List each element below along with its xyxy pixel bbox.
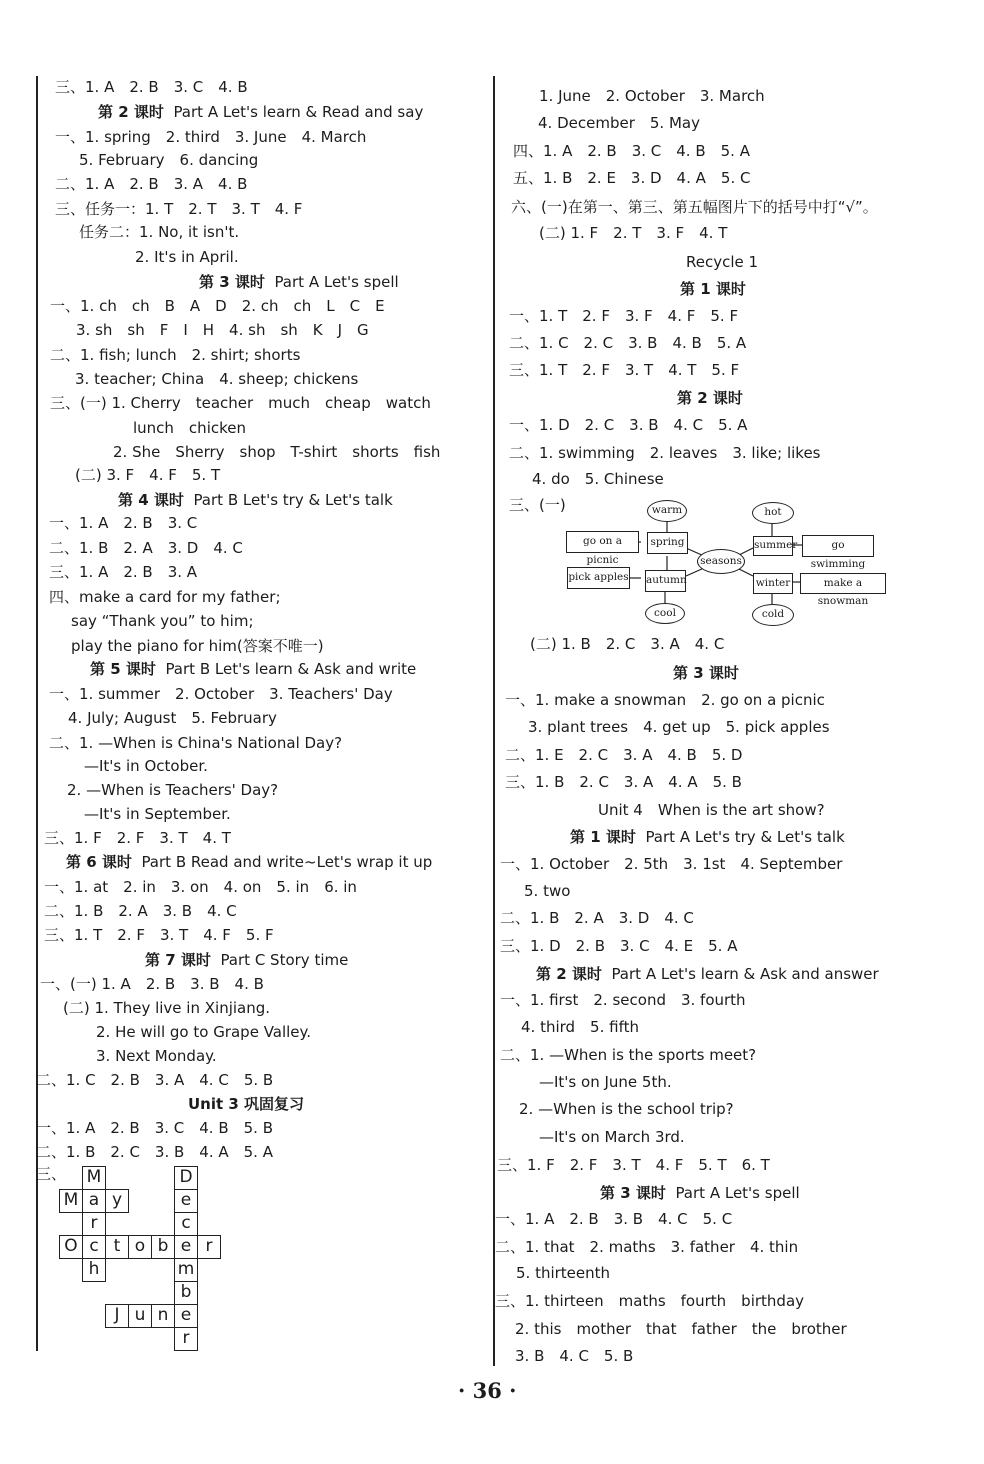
crossword-cell: y	[105, 1189, 129, 1213]
right-line: 三、1. D 2. B 3. C 4. E 5. A	[500, 937, 738, 955]
crossword-cell: O	[59, 1235, 83, 1259]
left-line: 任务二：1. No, it isn't.	[79, 223, 240, 241]
left-line: 2. He will go to Grape Valley.	[96, 1023, 312, 1041]
unit-heading: Unit 4 When is the art show?	[598, 801, 825, 819]
right-line: 4. December 5. May	[538, 114, 700, 132]
crossword-cell: h	[82, 1258, 106, 1282]
right-line: 三、1. F 2. F 3. T 4. F 5. T 6. T	[497, 1156, 770, 1174]
left-line: (二) 1. They live in Xinjiang.	[63, 999, 271, 1017]
lesson-heading: 第 2 课时	[677, 389, 743, 407]
crossword-cell: b	[151, 1235, 175, 1259]
winter-node: winter	[753, 573, 793, 594]
unit-review-heading: Unit 3 巩固复习	[188, 1095, 305, 1113]
left-line: 3. Next Monday.	[96, 1047, 217, 1065]
right-line: 三、1. T 2. F 3. T 4. T 5. F	[509, 361, 740, 379]
lesson-heading: 第 2 课时 Part A Let's learn & Ask and answer	[536, 965, 879, 983]
apples-node: pick apples	[567, 567, 630, 589]
seasons-center-node: seasons	[697, 549, 745, 574]
left-line: 4. July; August 5. February	[68, 709, 277, 727]
crossword-cell: M	[59, 1189, 83, 1213]
left-line: (二) 3. F 4. F 5. T	[75, 466, 221, 484]
left-line: 二、1. —When is China's National Day?	[49, 734, 343, 752]
left-line: 2. She Sherry shop T-shirt shorts fish	[113, 443, 441, 461]
left-line: 一、(一) 1. A 2. B 3. B 4. B	[40, 975, 264, 993]
left-line: 一、1. summer 2. October 3. Teachers' Day	[49, 685, 393, 703]
picnic-node: go on a picnic	[566, 531, 639, 553]
right-line: (二) 1. F 2. T 3. F 4. T	[539, 224, 728, 242]
right-line: 一、1. October 2. 5th 3. 1st 4. September	[500, 855, 843, 873]
left-line: 二、1. A 2. B 3. A 4. B	[55, 175, 248, 193]
crossword-cell: e	[174, 1189, 198, 1213]
crossword-cell: D	[174, 1166, 198, 1190]
lesson-heading: 第 1 课时 Part A Let's try & Let's talk	[570, 828, 845, 846]
right-line: 2. this mother that father the brother	[515, 1320, 847, 1338]
right-line: 二、1. swimming 2. leaves 3. like; likes	[509, 444, 821, 462]
right-line: 2. —When is the school trip?	[519, 1100, 734, 1118]
left-line: 二、1. B 2. C 3. B 4. A 5. A	[36, 1143, 273, 1161]
left-line: 3. teacher; China 4. sheep; chickens	[75, 370, 359, 388]
right-line: 4. do 5. Chinese	[532, 470, 664, 488]
right-line: 三、1. B 2. C 3. A 4. A 5. B	[505, 773, 742, 791]
crossword-cell: r	[197, 1235, 221, 1259]
crossword-cell: n	[151, 1304, 175, 1328]
left-line: 一、1. A 2. B 3. C 4. B 5. B	[36, 1119, 274, 1137]
right-line: 3. B 4. C 5. B	[515, 1347, 634, 1365]
left-line: 三、1. T 2. F 3. T 4. F 5. F	[44, 926, 274, 944]
left-line: —It's in September.	[84, 805, 231, 823]
right-line: 一、1. first 2. second 3. fourth	[500, 991, 746, 1009]
crossword-cell: o	[128, 1235, 152, 1259]
left-line: 三、任务一：1. T 2. T 3. T 4. F	[55, 200, 303, 218]
snowman-node: make a snowman	[800, 573, 886, 594]
crossword-cell: c	[82, 1235, 106, 1259]
page-number: · 36 ·	[458, 1378, 517, 1403]
right-line: 三、(一)	[509, 496, 566, 514]
left-line: 二、1. B 2. A 3. D 4. C	[49, 539, 243, 557]
crossword-cell: M	[82, 1166, 106, 1190]
right-line: 六、(一)在第一、第三、第五幅图片下的括号中打“√”。	[511, 198, 878, 216]
lesson-heading: 第 3 课时	[673, 664, 739, 682]
hot-node: hot	[752, 502, 794, 524]
right-line: 二、1. that 2. maths 3. father 4. thin	[495, 1238, 799, 1256]
crossword-cell: u	[128, 1304, 152, 1328]
right-line: 3. plant trees 4. get up 5. pick apples	[528, 718, 830, 736]
right-line: 一、1. make a snowman 2. go on a picnic	[505, 691, 825, 709]
cool-node: cool	[645, 603, 685, 624]
left-line: 三、(一) 1. Cherry teacher much cheap watch	[50, 394, 431, 412]
left-line: lunch chicken	[133, 419, 246, 437]
left-line: 三、1. A 2. B 3. C 4. B	[55, 78, 248, 96]
autumn-node: autumn	[645, 570, 686, 592]
warm-node: warm	[647, 500, 687, 522]
right-line: 1. June 2. October 3. March	[539, 87, 765, 105]
spring-node: spring	[647, 532, 688, 554]
crossword-cell: t	[105, 1235, 129, 1259]
left-line: 三、1. A 2. B 3. A	[49, 563, 198, 581]
left-line: 5. February 6. dancing	[79, 151, 259, 169]
left-line: 二、1. B 2. A 3. B 4. C	[44, 902, 237, 920]
crossword-cell: r	[82, 1212, 106, 1236]
crossword-cell: c	[174, 1212, 198, 1236]
right-line: 一、1. T 2. F 3. F 4. F 5. F	[509, 307, 739, 325]
left-line: 一、1. ch ch B A D 2. ch ch L C E	[50, 297, 385, 315]
left-line: 二、1. fish; lunch 2. shirt; shorts	[50, 346, 301, 364]
crossword-cell: m	[174, 1258, 198, 1282]
left-line: say “Thank you” to him;	[71, 612, 254, 630]
crossword-cell: e	[174, 1304, 198, 1328]
left-line: 2. It's in April.	[135, 248, 239, 266]
right-line: 一、1. A 2. B 3. B 4. C 5. C	[495, 1210, 733, 1228]
left-line: play the piano for him(答案不唯一)	[71, 637, 324, 655]
left-line: 一、1. spring 2. third 3. June 4. March	[55, 128, 367, 146]
right-line: 二、1. E 2. C 3. A 4. B 5. D	[505, 746, 743, 764]
right-line: 五、1. B 2. E 3. D 4. A 5. C	[513, 169, 751, 187]
lesson-heading: 第 2 课时 Part A Let's learn & Read and say	[98, 103, 424, 121]
right-line: 4. third 5. fifth	[521, 1018, 639, 1036]
right-line: 5. thirteenth	[516, 1264, 611, 1282]
right-line: 二、1. —When is the sports meet?	[500, 1046, 757, 1064]
recycle-heading: Recycle 1	[686, 253, 759, 271]
left-line: 二、1. C 2. B 3. A 4. C 5. B	[36, 1071, 274, 1089]
crossword-cell: e	[174, 1235, 198, 1259]
right-line: 二、1. C 2. C 3. B 4. B 5. A	[509, 334, 747, 352]
left-line: —It's in October.	[84, 757, 208, 775]
right-line: 三、1. thirteen maths fourth birthday	[495, 1292, 805, 1310]
lesson-heading: 第 3 课时 Part A Let's spell	[600, 1184, 800, 1202]
cold-node: cold	[752, 604, 794, 626]
right-line: —It's on June 5th.	[539, 1073, 672, 1091]
lesson-heading: 第 4 课时 Part B Let's try & Let's talk	[118, 491, 393, 509]
crossword-cell: a	[82, 1189, 106, 1213]
right-line: 二、1. B 2. A 3. D 4. C	[500, 909, 694, 927]
right-line: —It's on March 3rd.	[539, 1128, 685, 1146]
left-line: 3. sh sh F I H 4. sh sh K J G	[76, 321, 369, 339]
left-line: 三、	[36, 1165, 67, 1183]
lesson-heading: 第 1 课时	[680, 280, 746, 298]
lesson-heading: 第 7 课时 Part C Story time	[145, 951, 349, 969]
left-line: 四、make a card for my father;	[49, 588, 281, 606]
crossword-cell: J	[105, 1304, 129, 1328]
right-line: 一、1. D 2. C 3. B 4. C 5. A	[509, 416, 748, 434]
summer-node: summer	[753, 536, 793, 556]
lesson-heading: 第 5 课时 Part B Let's learn & Ask and write	[90, 660, 417, 678]
left-line: 一、1. at 2. in 3. on 4. on 5. in 6. in	[44, 878, 357, 896]
right-line: 四、1. A 2. B 3. C 4. B 5. A	[513, 142, 750, 160]
lesson-heading: 第 6 课时 Part B Read and write~Let's wrap it up	[66, 853, 433, 871]
left-line: 三、1. F 2. F 3. T 4. T	[44, 829, 231, 847]
left-line: 2. —When is Teachers' Day?	[67, 781, 279, 799]
crossword-cell: r	[174, 1327, 198, 1351]
right-line: (二) 1. B 2. C 3. A 4. C	[530, 635, 725, 653]
crossword-cell: b	[174, 1281, 198, 1305]
left-line: 一、1. A 2. B 3. C	[49, 514, 198, 532]
swimming-node: go swimming	[802, 535, 874, 557]
lesson-heading: 第 3 课时 Part A Let's spell	[199, 273, 399, 291]
right-line: 5. two	[524, 882, 571, 900]
